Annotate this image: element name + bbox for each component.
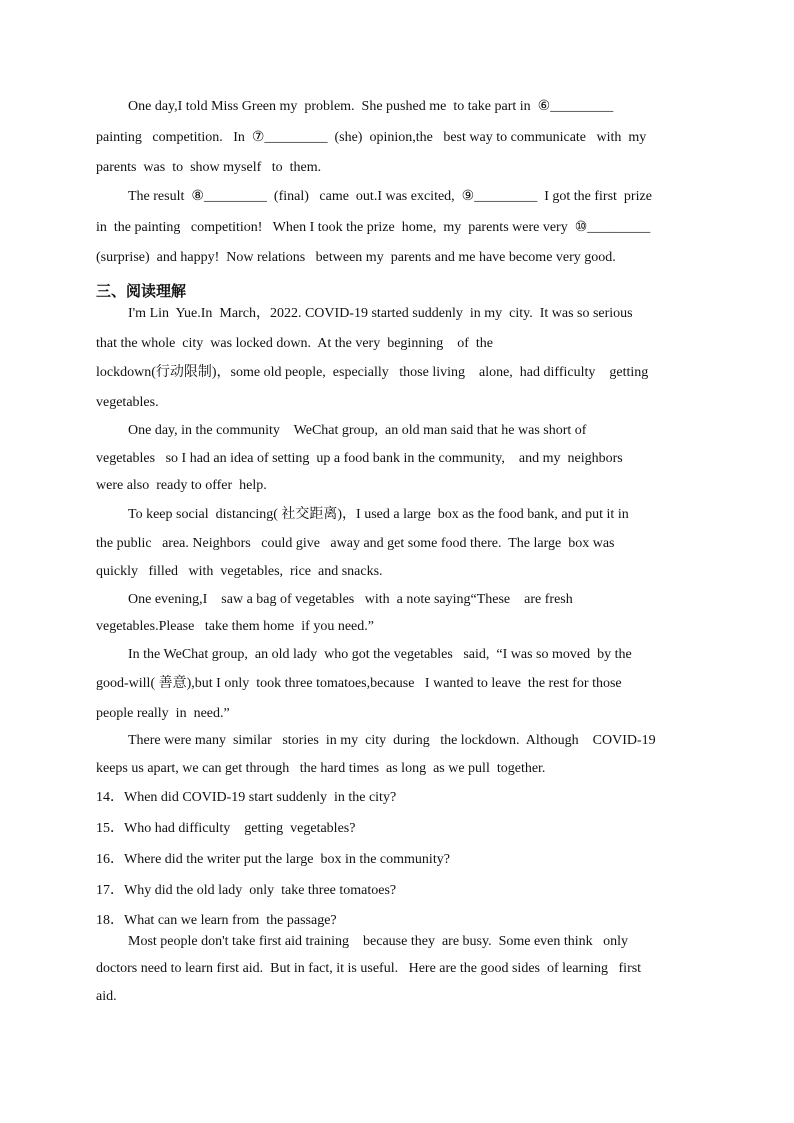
- cloze-line-2: painting competition. In ⑦_________ (she) opinion,the best way to communicate with my: [96, 130, 647, 145]
- cloze-line-4: The result ⑧_________ (final) came out.I was excited, ⑨_________ I got the first prize: [128, 189, 652, 204]
- passage1-line-5: One day, in the community WeChat group, an old man said that he was short of: [128, 423, 587, 438]
- section-heading: 三、阅读理解: [96, 282, 187, 300]
- passage2-line-2: doctors need to learn first aid. But in fact, it is useful. Here are the good sides of learning first: [96, 961, 642, 976]
- passage1-line-13: In the WeChat group, an old lady who got the vegetables said, “I was so moved by the: [128, 647, 632, 662]
- passage1-line-12: vegetables.Please take them home if you need.”: [96, 619, 374, 634]
- question-14: 14．When did COVID-19 start suddenly in the city?: [96, 790, 397, 805]
- question-17: 17．Why did the old lady only take three tomatoes?: [96, 883, 397, 898]
- passage1-line-16: There were many similar stories in my city during the lockdown. Although COVID-19: [128, 733, 656, 748]
- cloze-line-3: parents was to show myself to them.: [96, 160, 322, 175]
- question-15: 15．Who had difficulty getting vegetables?: [96, 821, 356, 836]
- passage1-line-7: were also ready to offer help.: [96, 478, 267, 493]
- passage1-line-9: the public area. Neighbors could give away and get some food there. The large box was: [96, 536, 615, 551]
- passage1-line-6: vegetables so I had an idea of setting up a food bank in the community, and my neighbors: [96, 451, 623, 466]
- passage2-line-3: aid.: [96, 989, 117, 1004]
- passage1-line-1: I'm Lin Yue.In March，2022. COVID-19 started suddenly in my city. It was so serious: [128, 306, 633, 321]
- cloze-line-1: One day,I told Miss Green my problem. She pushed me to take part in ⑥_________: [128, 99, 614, 114]
- cloze-line-5: in the painting competition! When I took the prize home, my parents were very ⑩_________: [96, 220, 651, 235]
- passage1-line-11: One evening,I saw a bag of vegetables with a note saying“These are fresh: [128, 592, 573, 607]
- cloze-line-6: (surprise) and happy! Now relations between my parents and me have become very good.: [96, 250, 616, 265]
- passage1-line-4: vegetables.: [96, 395, 159, 410]
- question-18: 18．What can we learn from the passage?: [96, 913, 337, 928]
- passage1-line-17: keeps us apart, we can get through the hard times as long as we pull together.: [96, 761, 546, 776]
- passage1-line-14: good-will( 善意),but I only took three tomatoes,because I wanted to leave the rest for those: [96, 676, 622, 691]
- passage1-line-10: quickly filled with vegetables, rice and snacks.: [96, 564, 383, 579]
- passage1-line-15: people really in need.”: [96, 706, 230, 721]
- passage1-line-3: lockdown(行动限制)，some old people, especially those living alone, had difficulty getting: [96, 365, 649, 380]
- passage1-line-2: that the whole city was locked down. At the very beginning of the: [96, 336, 493, 351]
- passage2-line-1: Most people don't take first aid training because they are busy. Some even think only: [128, 934, 629, 949]
- question-16: 16．Where did the writer put the large box in the community?: [96, 852, 450, 867]
- passage1-line-8: To keep social distancing( 社交距离)，I used a large box as the food bank, and put it in: [128, 507, 629, 522]
